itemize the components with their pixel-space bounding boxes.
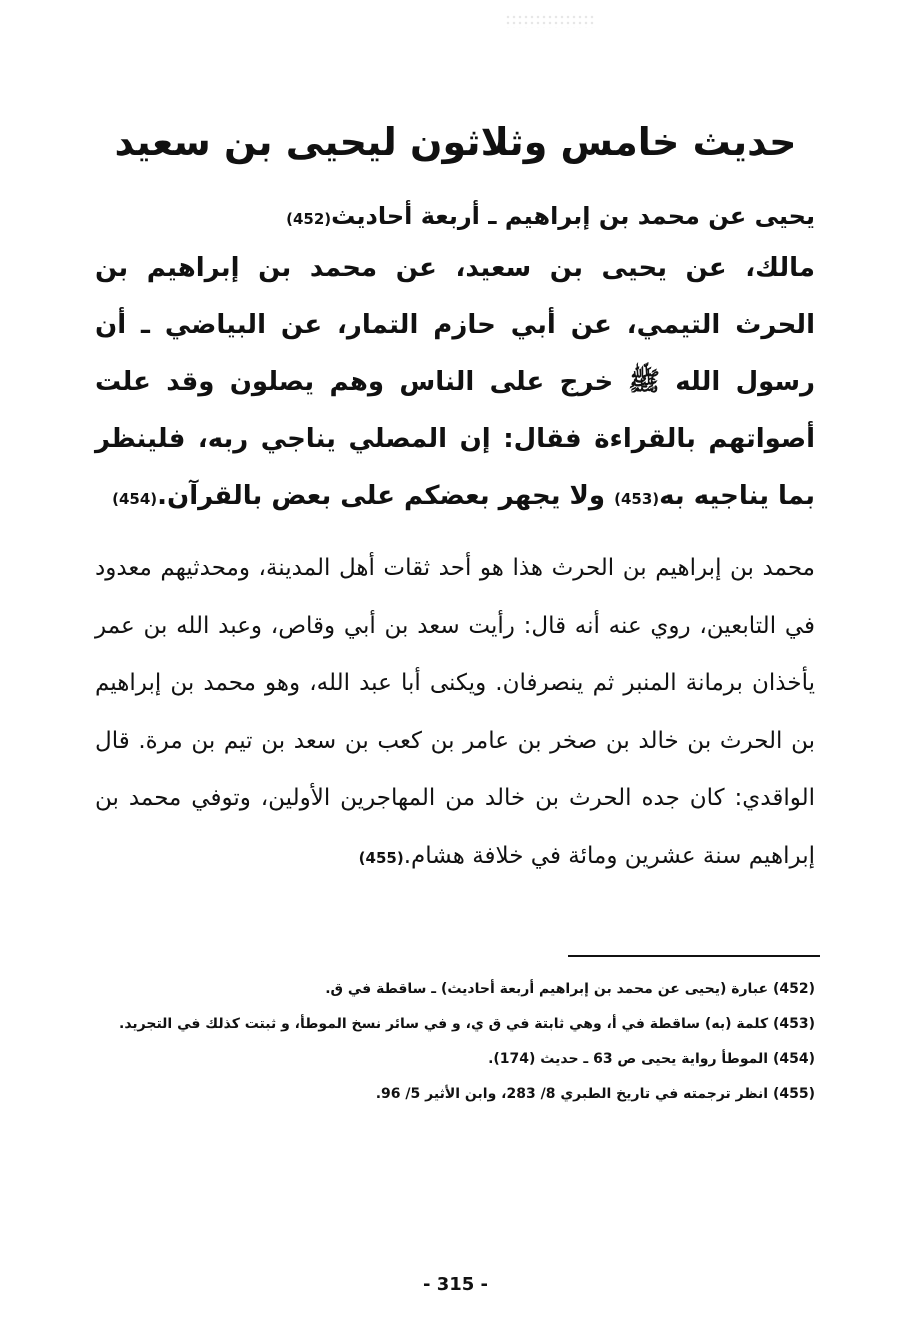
footnote-ref-453: (453) [614,490,660,508]
hadith-part-2: ولا يجهر بعضكم على بعض بالقرآن. [157,481,615,511]
footnote-ref-455: (455) [358,848,404,867]
hadith-text [95,240,815,528]
biography-paragraph [95,540,815,887]
section-subtitle [115,196,815,239]
footnote-ref-454: (454) [112,490,158,508]
footnote-452: (452) عبارة (يحيى عن محمد بن إبراهيم أربعة أحاديث) ـ ساقطة في ق. [325,981,815,997]
footnote-454: (454) الموطأ رواية يحيى ص 63 ـ حديث (174). [488,1051,815,1067]
subtitle-text: يحيى عن محمد بن إبراهيم ـ أربعة أحاديث [331,202,815,230]
hadith-part-1: مالك، عن يحيى بن سعيد، عن محمد بن إبراهيم بن الحرث التيمي، عن أبي حازم التمار، عن البياضي ـ أن رسول الله ﷺ خرج على الناس وهم يصلون وقد علت أصواتهم بالقراءة فقال: إن المصلي يناجي ربه، فلينظر بما يناجيه به [95,253,815,511]
footnote-ref-452: (452) [286,210,332,228]
scan-speck [505,14,595,28]
page-title: حديث خامس وثلاثون ليحيى بن سعيد [114,120,797,164]
footnote-separator [568,955,820,957]
footnotes-list [95,972,815,1112]
footnote-453: (453) كلمة (به) ساقطة في أ، وهي ثابتة في ق ي، و في سائر نسخ الموطأ، و ثبتت كذلك في التجريد. [119,1016,815,1032]
page-number: - 315 - [422,1274,489,1295]
biography-text: محمد بن إبراهيم بن الحرث هذا هو أحد ثقات أهل المدينة، ومحدثيهم معدود في التابعين، روي عنه أنه قال: رأيت سعد بن أبي وقاص، وعبد الله بن عمر يأخذان برمانة المنبر ثم ينصرفان. ويكنى أبا عبد الله، وهو محمد بن إبراهيم بن الحرث بن خالد بن صخر بن عامر بن كعب بن سعد بن تيم بن مرة. قال الواقدي: كان جده الحرث بن خالد من المهاجرين الأولين، وتوفي محمد بن إبراهيم سنة عشرين ومائة في خلافة هشام. [95,555,815,869]
footnote-455: (455) انظر ترجمته في تاريخ الطبري 8/ 283، وابن الأثير 5/ 96. [375,1086,815,1102]
